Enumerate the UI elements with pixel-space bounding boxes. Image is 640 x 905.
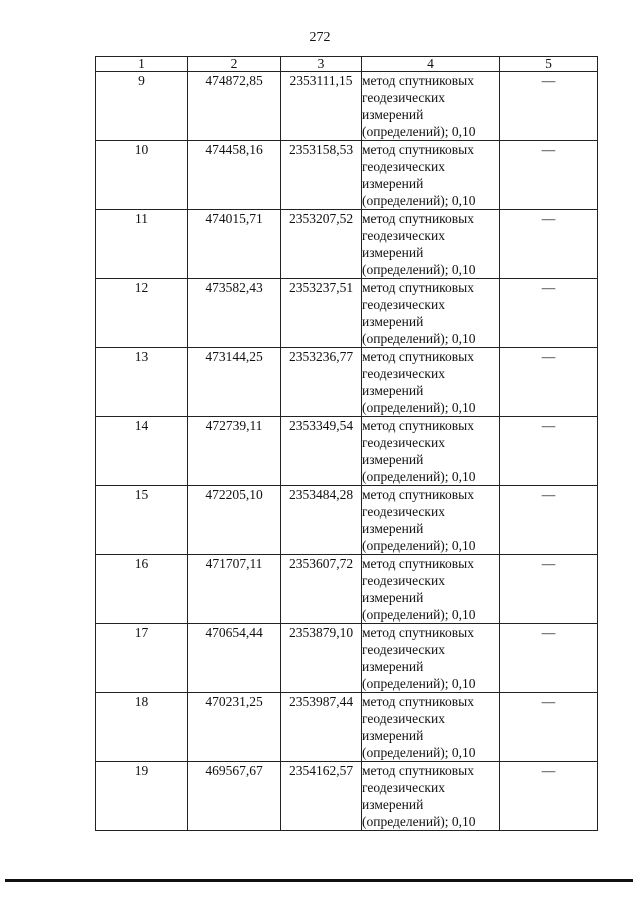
table-row [96, 210, 598, 279]
x-coordinate-cell: 472739,11 [188, 417, 281, 486]
method-line: геодезических [362, 435, 445, 450]
y-coordinate-cell: 2353987,44 [281, 693, 362, 762]
point-number-cell: 18 [96, 693, 188, 762]
method-line: (определений); 0,10 [362, 331, 476, 346]
note-cell: — [500, 762, 598, 831]
header-col-5: 5 [500, 57, 598, 72]
x-coordinate-cell: 472205,10 [188, 486, 281, 555]
point-number-cell: 11 [96, 210, 188, 279]
x-coordinate-cell: 470231,25 [188, 693, 281, 762]
y-coordinate-cell: 2354162,57 [281, 762, 362, 831]
method-cell [362, 693, 500, 762]
method-line: измерений [362, 107, 424, 122]
point-number-cell: 16 [96, 555, 188, 624]
method-line: измерений [362, 590, 424, 605]
method-line: (определений); 0,10 [362, 538, 476, 553]
x-coordinate-cell: 474015,71 [188, 210, 281, 279]
y-coordinate-cell: 2353236,77 [281, 348, 362, 417]
method-line: метод спутниковых [362, 349, 474, 364]
method-line: геодезических [362, 297, 445, 312]
note-cell: — [500, 279, 598, 348]
method-line: (определений); 0,10 [362, 193, 476, 208]
point-number-cell: 17 [96, 624, 188, 693]
point-number-cell: 13 [96, 348, 188, 417]
note-cell: — [500, 624, 598, 693]
method-line: (определений); 0,10 [362, 607, 476, 622]
method-cell [362, 762, 500, 831]
method-cell [362, 72, 500, 141]
note-cell: — [500, 417, 598, 486]
table-row [96, 141, 598, 210]
method-line: измерений [362, 245, 424, 260]
y-coordinate-cell: 2353607,72 [281, 555, 362, 624]
method-line: геодезических [362, 711, 445, 726]
point-number-cell: 19 [96, 762, 188, 831]
method-line: (определений); 0,10 [362, 814, 476, 829]
x-coordinate-cell: 473582,43 [188, 279, 281, 348]
method-line: измерений [362, 797, 424, 812]
note-cell: — [500, 555, 598, 624]
method-line: геодезических [362, 642, 445, 657]
method-line: метод спутниковых [362, 142, 474, 157]
method-cell [362, 210, 500, 279]
header-col-3: 3 [281, 57, 362, 72]
method-line: метод спутниковых [362, 556, 474, 571]
x-coordinate-cell: 469567,67 [188, 762, 281, 831]
method-line: геодезических [362, 573, 445, 588]
method-line: (определений); 0,10 [362, 676, 476, 691]
point-number-cell: 12 [96, 279, 188, 348]
note-cell: — [500, 141, 598, 210]
method-cell [362, 624, 500, 693]
coordinates-table [95, 56, 598, 831]
header-col-4: 4 [362, 57, 500, 72]
table-row [96, 417, 598, 486]
table-row [96, 555, 598, 624]
method-line: метод спутниковых [362, 625, 474, 640]
method-line: геодезических [362, 228, 445, 243]
point-number-cell: 10 [96, 141, 188, 210]
point-number-cell: 14 [96, 417, 188, 486]
table-row [96, 624, 598, 693]
table-row [96, 762, 598, 831]
method-line: метод спутниковых [362, 211, 474, 226]
header-row [96, 57, 598, 72]
method-line: (определений); 0,10 [362, 469, 476, 484]
method-line: (определений); 0,10 [362, 124, 476, 139]
x-coordinate-cell: 474872,85 [188, 72, 281, 141]
page-number: 272 [309, 30, 331, 45]
method-line: геодезических [362, 366, 445, 381]
method-line: измерений [362, 659, 424, 674]
note-cell: — [500, 72, 598, 141]
header-col-2: 2 [188, 57, 281, 72]
note-cell: — [500, 486, 598, 555]
method-line: геодезических [362, 780, 445, 795]
table-row [96, 486, 598, 555]
x-coordinate-cell: 471707,11 [188, 555, 281, 624]
point-number-cell: 9 [96, 72, 188, 141]
y-coordinate-cell: 2353349,54 [281, 417, 362, 486]
x-coordinate-cell: 473144,25 [188, 348, 281, 417]
method-cell [362, 279, 500, 348]
method-line: (определений); 0,10 [362, 400, 476, 415]
method-line: геодезических [362, 90, 445, 105]
method-line: метод спутниковых [362, 418, 474, 433]
method-cell [362, 348, 500, 417]
method-line: метод спутниковых [362, 694, 474, 709]
x-coordinate-cell: 474458,16 [188, 141, 281, 210]
method-cell [362, 141, 500, 210]
method-cell [362, 417, 500, 486]
header-col-1: 1 [96, 57, 188, 72]
method-line: геодезических [362, 504, 445, 519]
method-line: (определений); 0,10 [362, 262, 476, 277]
y-coordinate-cell: 2353879,10 [281, 624, 362, 693]
method-line: измерений [362, 383, 424, 398]
method-cell [362, 486, 500, 555]
table-row [96, 693, 598, 762]
point-number-cell: 15 [96, 486, 188, 555]
x-coordinate-cell: 470654,44 [188, 624, 281, 693]
y-coordinate-cell: 2353111,15 [281, 72, 362, 141]
note-cell: — [500, 693, 598, 762]
method-line: измерений [362, 728, 424, 743]
bottom-rule [5, 879, 633, 882]
note-cell: — [500, 348, 598, 417]
method-line: измерений [362, 176, 424, 191]
method-line: метод спутниковых [362, 280, 474, 295]
method-line: метод спутниковых [362, 487, 474, 502]
y-coordinate-cell: 2353158,53 [281, 141, 362, 210]
y-coordinate-cell: 2353237,51 [281, 279, 362, 348]
table-row [96, 279, 598, 348]
table-row [96, 72, 598, 141]
y-coordinate-cell: 2353207,52 [281, 210, 362, 279]
y-coordinate-cell: 2353484,28 [281, 486, 362, 555]
method-line: геодезических [362, 159, 445, 174]
method-cell [362, 555, 500, 624]
method-line: (определений); 0,10 [362, 745, 476, 760]
table-row [96, 348, 598, 417]
method-line: метод спутниковых [362, 763, 474, 778]
method-line: измерений [362, 521, 424, 536]
method-line: метод спутниковых [362, 73, 474, 88]
method-line: измерений [362, 314, 424, 329]
note-cell: — [500, 210, 598, 279]
method-line: измерений [362, 452, 424, 467]
